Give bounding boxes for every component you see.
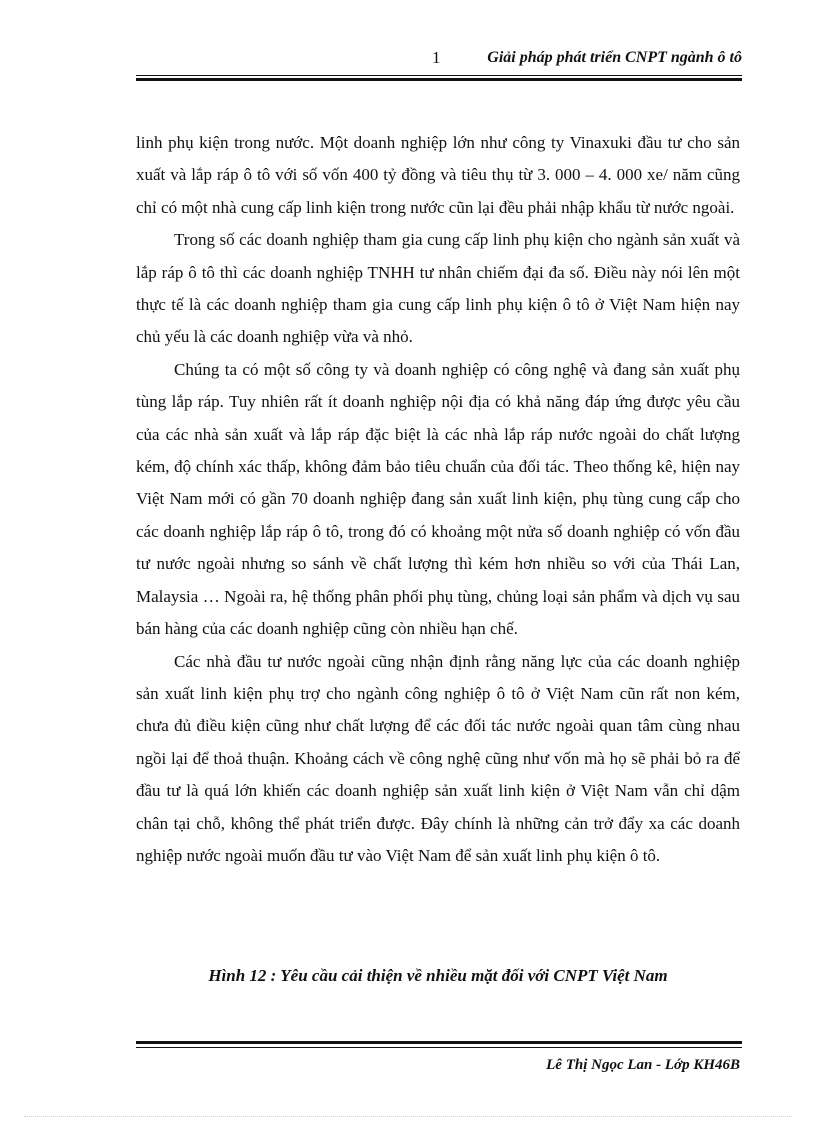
page-number: 1 [432, 48, 441, 67]
footer-author: Lê Thị Ngọc Lan - Lớp KH46B [546, 1057, 740, 1073]
page-bottom-dotted-line [24, 1116, 792, 1117]
header-rule-thick [136, 78, 742, 81]
paragraph: Trong số các doanh nghiệp tham gia cung cấp linh phụ kiện cho ngành sản xuất và lắp ráp ô tô thì các doanh nghiệp TNHH tư nhân chiếm đại đa số. Điều này nói lên một thực tế là các doanh nghiệp tham gia cung cấp linh phụ kiện ô tô ở Việt Nam hiện nay chủ yếu là các doanh nghiệp vừa và nhỏ. [136, 230, 740, 347]
paragraph: linh phụ kiện trong nước. Một doanh nghiệp lớn như công ty Vinaxuki đầu tư cho sản xuất và lắp ráp ô tô với số vốn 400 tỷ đồng và tiêu thụ từ 3. 000 – 4. 000 xe/ năm cũng chỉ có một nhà cung cấp linh kiện trong nước cũn lại đều phải nhập khẩu từ nước ngoài. [136, 133, 740, 217]
paragraph: Chúng ta có một số công ty và doanh nghiệp có công nghệ và đang sản xuất phụ tùng lắp ráp. Tuy nhiên rất ít doanh nghiệp nội địa có khả năng đáp ứng được yêu cầu của các nhà sản xuất và lắp ráp đặc biệt là các nhà lắp ráp nước ngoài do chất lượng kém, độ chính xác thấp, không đảm bảo tiêu chuẩn của đối tác. Theo thống kê, hiện nay Việt Nam mới có gần 70 doanh nghiệp đang sản xuất linh kiện, phụ tùng cung cấp cho các doanh nghiệp lắp ráp ô tô, trong đó có khoảng một nửa số doanh nghiệp có vốn đầu tư nước ngoài nhưng so sánh về chất lượng thì kém hơn nhiều so với của Thái Lan, Malaysia … Ngoài ra, hệ thống phân phối phụ tùng, chủng loại sản phẩm và dịch vụ sau bán hàng của các doanh nghiệp cũng còn nhiều hạn chế. [136, 359, 740, 639]
page-header [136, 44, 742, 74]
figure-caption: Hình 12 : Yêu cầu cải thiện về nhiều mặt đối với CNPT Việt Nam [208, 966, 668, 985]
footer-rule-thick [136, 1041, 742, 1044]
header-rule-thin [136, 75, 742, 76]
footer-rule-thin [136, 1047, 742, 1048]
body-text [136, 127, 740, 872]
paragraph: Các nhà đầu tư nước ngoài cũng nhận định rằng năng lực của các doanh nghiệp sản xuất linh kiện phụ trợ cho ngành công nghiệp ô tô ở Việt Nam cũn rất non kém, chưa đủ điều kiện cũng như chất lượng để các đối tác nước ngoài quan tâm cùng nhau ngồi lại để thoả thuận. Khoảng cách về công nghệ cũng như vốn mà họ sẽ phải bỏ ra để đầu tư là quá lớn khiến các doanh nghiệp sản xuất linh kiện ở Việt Nam vẫn chỉ dậm chân tại chỗ, không thể phát triển được. Đây chính là những cản trở đẩy xa các doanh nghiệp nước ngoài muốn đầu tư vào Việt Nam để sản xuất linh phụ kiện ô tô. [136, 651, 740, 865]
header-title: Giải pháp phát triển CNPT ngành ô tô [487, 49, 742, 66]
